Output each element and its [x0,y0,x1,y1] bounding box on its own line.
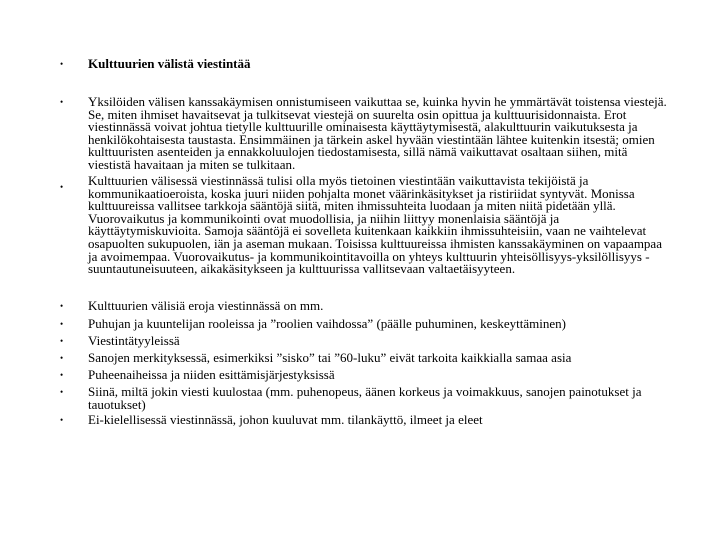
bullet-icon: • [60,182,64,192]
heading-item [60,56,670,71]
bullet-icon: • [60,336,64,346]
difference-word-meaning: Sanojen merkityksessä, esimerkiksi ”sisko” tai ”60-luku” eivät tarkoita kaikkialla samaa asia [88,350,572,365]
document-heading: Kulttuurien välistä viestintää [88,56,251,71]
bullet-icon: • [60,415,64,425]
difference-roles: Puhujan ja kuuntelijan rooleissa ja ”roolien vaihdossa” (päälle puhuminen, keskeyttäminen) [88,316,566,331]
bullet-icon: • [60,370,64,380]
list-item [60,333,670,348]
bullet-icon: • [60,387,64,397]
bullet-icon: • [60,301,64,311]
difference-topics: Puheenaiheissa ja niiden esittämisjärjestyksissä [88,367,335,382]
list-item [60,350,670,365]
differences-intro: Kulttuurien välisiä eroja viestinnässä on mm. [88,298,324,313]
list-item [60,316,670,331]
list-item [60,94,670,172]
list-item [60,384,670,412]
paragraph-intercultural-communication: Kulttuurien välisessä viestinnässä tulisi olla myös tietoinen viestintään vaikuttavista tekijöistä ja kommunikaatioeroista, koska juuri niiden pohjalta monet väärinkäsitykset ja ristiriidat syntyvät. Monissa kulttuureissa vallitsee tarkkoja sääntöjä siitä, miten ihmissuhteita luodaan ja miten niitä pidetään yllä. Vuorovaikutus ja kommunikointi ovat muodollisia, ja niihin liittyy monenlaisia sääntöjä ja käyttäytymiskuvioita. Samoja sääntöjä ei sovelleta kuitenkaan kaikkiin ihmissuhteisiin, vaan ne vaihtelevat osapuolten sukupuolen, iän ja aseman mukaan. Toisissa kulttuureissa ihmisten kanssakäyminen on vapaampaa ja avoimempaa. Vuorovaikutus- ja kommunikointitavoilla on yhteys kulttuurin yhteisöllisyys-yksilöllisyys -suuntautuneisuuteen, aikakäsitykseen ja kulttuurissa vallitsevaan valtaetäisyyteen. [88,173,662,277]
paragraph-individual-interaction: Yksilöiden välisen kanssakäymisen onnistumiseen vaikuttaa se, kuinka hyvin he ymmärtävät toistensa viestejä. Se, miten ihmiset havaitsevat ja tulkitsevat viestejä on suurelta osin opittua ja kulttuurisidonnaista. Erot viestinnässä voivat johtua tietylle kulttuurille ominaisesta käyttäytymisestä, alakulttuurin vaikutuksesta ja henkilökohtaisesta taustasta. Ensimmäinen ja tärkein askel hyvään viestintään lähtee kuitenkin itsestä; omien kulttuuristen asenteiden ja ennakkoluulojen tiedostamisesta, sillä nämä vaikuttavat osaltaan siihen, mitä viestistä havaitaan ja miten se tulkitaan. [88,94,667,172]
list-item [60,367,670,382]
difference-styles: Viestintätyyleissä [88,333,180,348]
bullet-icon: • [60,59,64,69]
bullet-icon: • [60,319,64,329]
list-item [60,173,670,277]
difference-nonverbal: Ei-kielellisessä viestinnässä, johon kuuluvat mm. tilankäyttö, ilmeet ja eleet [88,412,483,427]
bullet-icon: • [60,97,64,107]
list-item [60,298,670,313]
bullet-icon: • [60,353,64,363]
list-item [60,412,670,427]
difference-sound: Siinä, miltä jokin viesti kuulostaa (mm. puhenopeus, äänen korkeus ja voimakkuus, sanojen painotukset ja tauotukset) [88,384,642,412]
